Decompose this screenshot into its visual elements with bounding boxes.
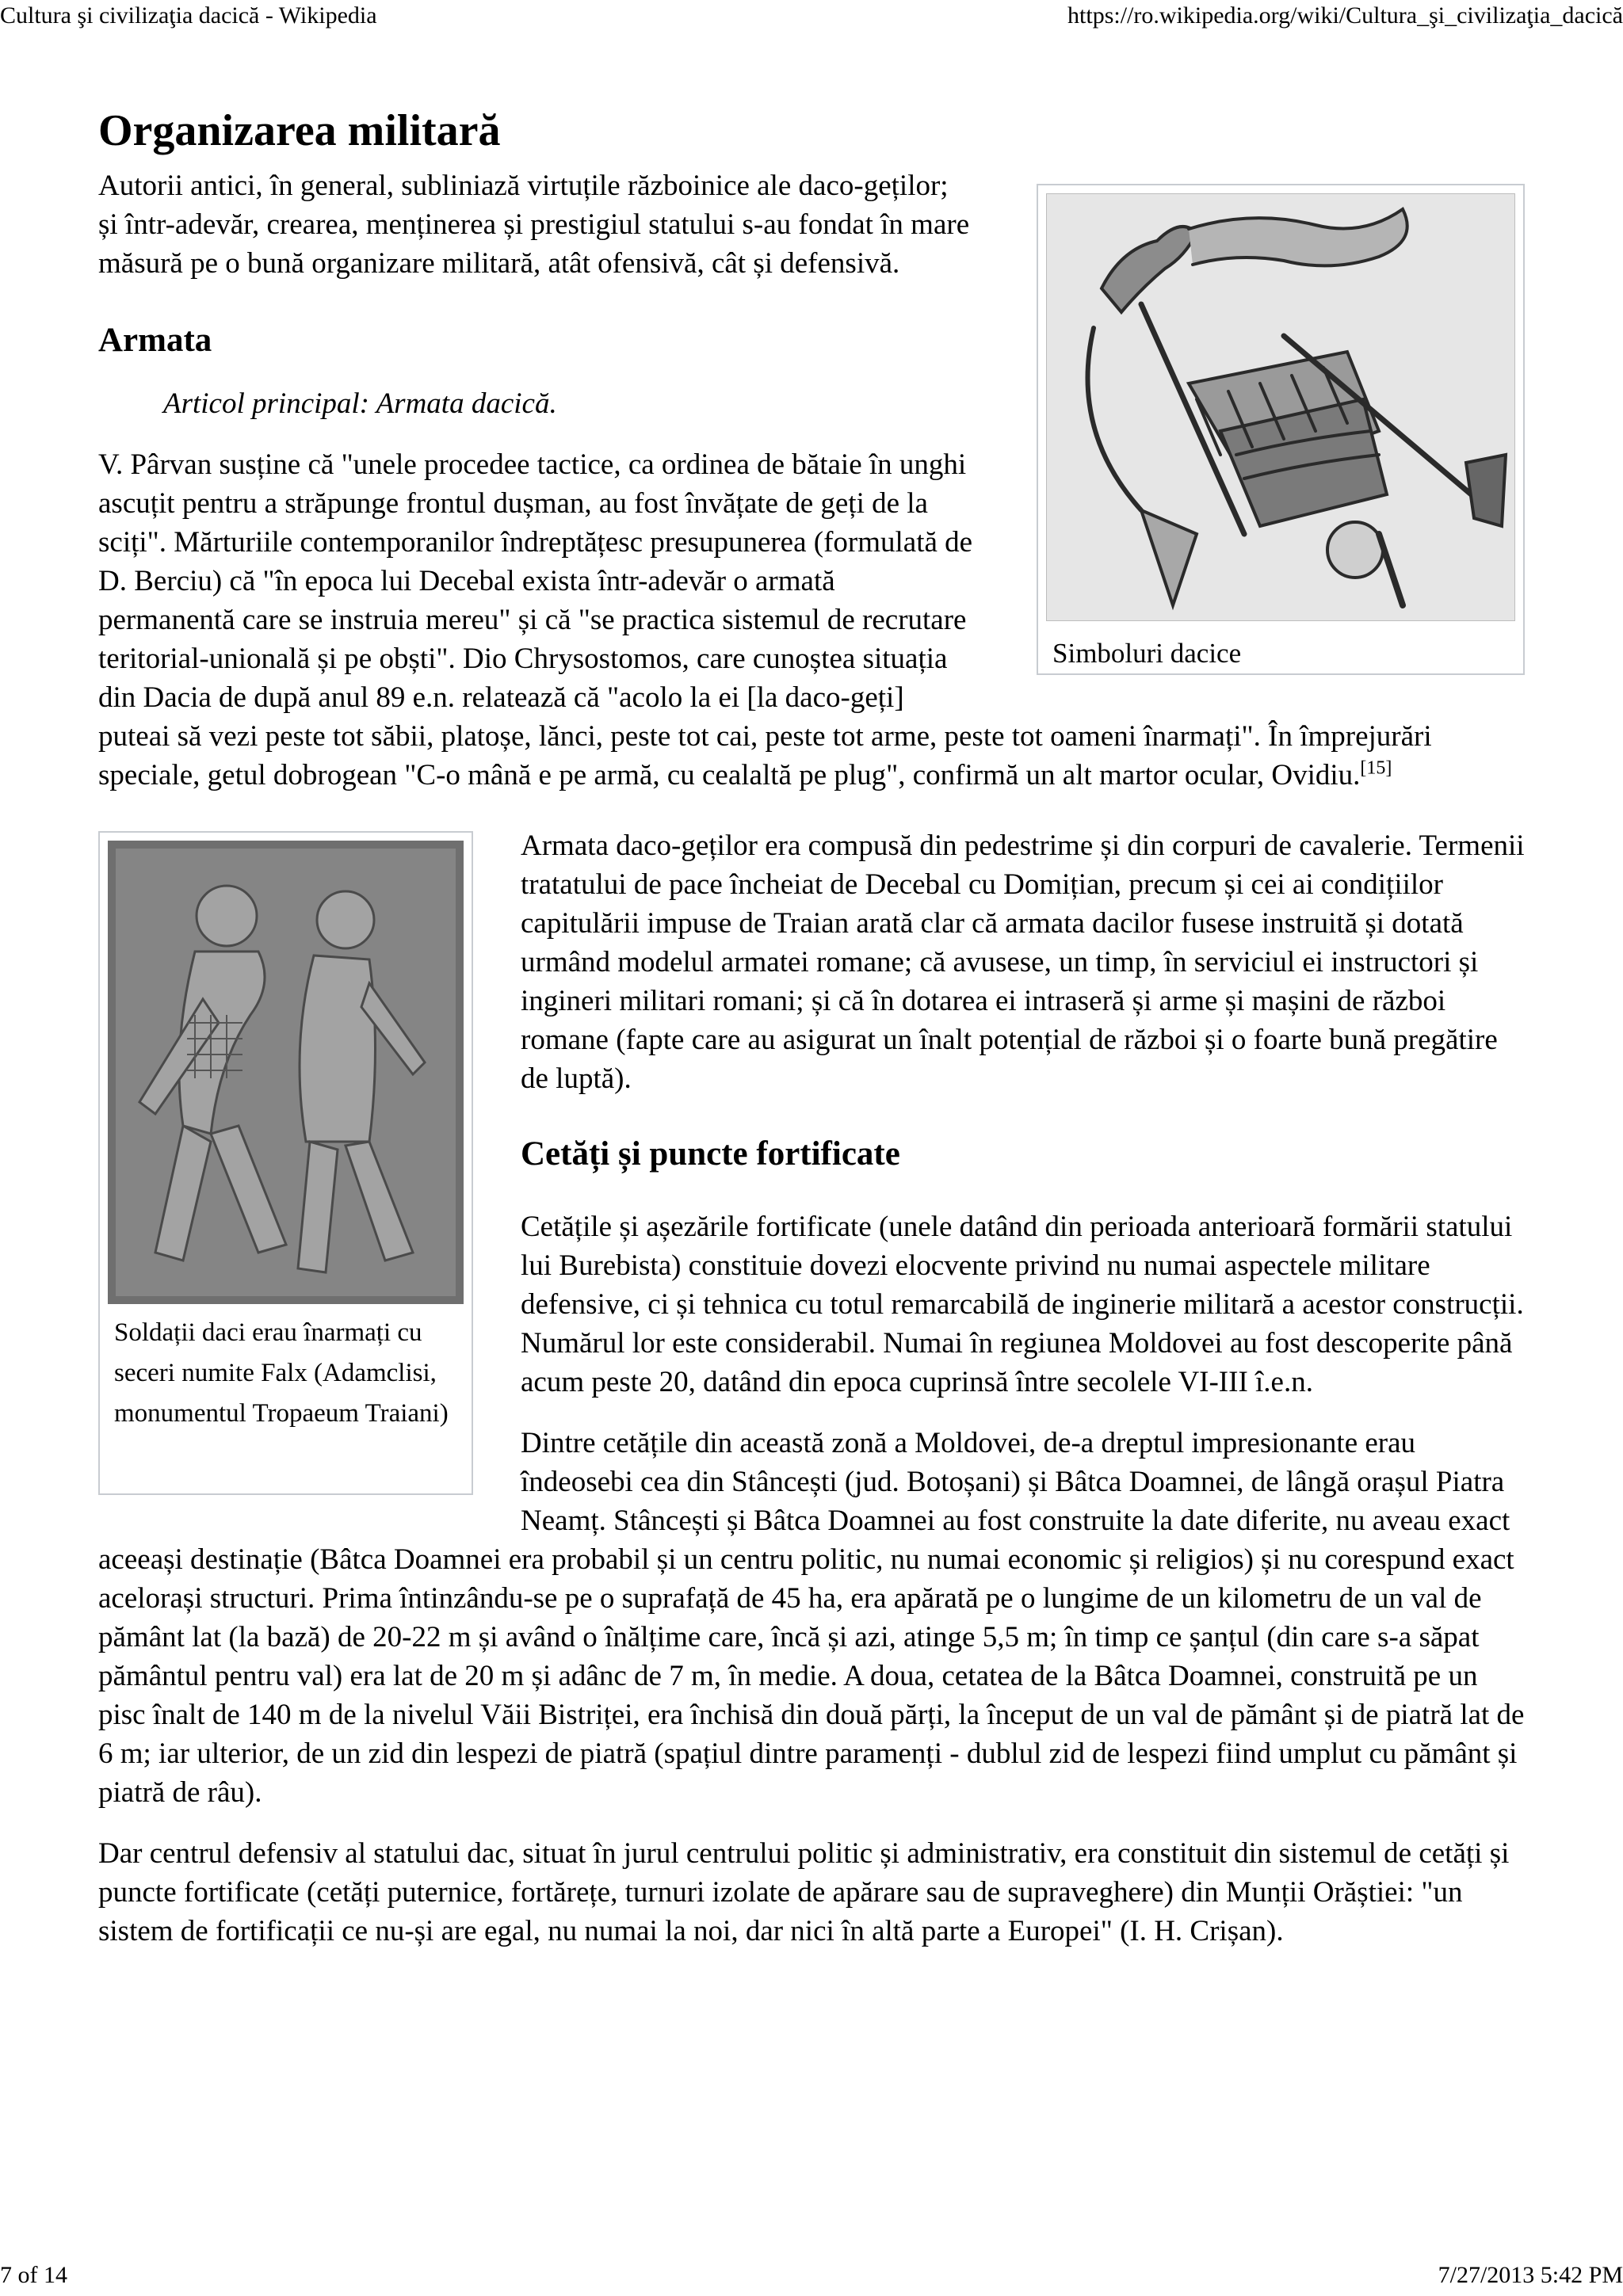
adamclisi-relief-photo[interactable] (108, 841, 464, 1304)
print-header-title: Cultura şi civilizaţia dacică - Wikipedia (0, 2, 377, 29)
article-content (98, 95, 1525, 1951)
cetati-paragraph-1: Cetățile și așezările fortificate (unele datând din perioada anterioară formării statului lui Burebista) constituie dovezi elocvente privind nu numai aspectele militare defensive, ci și tehnica cu totul remarcabilă de inginerie militară a acestor construcții. Numărul lor este considerabil. Numai în regiunea Moldovei au fost descoperite până acum peste 20, datând din epoca cuprinsă între secolele VI-III î.e.n. (521, 1211, 1524, 1398)
subsection-title-cetati: Cetăți și puncte fortificate (521, 1135, 900, 1173)
armata-paragraph-1-text: V. Pârvan susține că "unele procedee tactice, ca ordinea de bătaie în unghi ascuțit pentru a străpunge frontul dușman, au fost învățate de geți de la sciți". Mărturiile contemporanilor îndreptățesc presupunerea (formulată de D. Berciu) că "în epoca lui Decebal exista într-adevăr o armată permanentă care se instruia mereu" și că "se practica sistemul de recrutare teritorial-unională și pe obști". Dio Chrysostomos, care cunoștea situația din Dacia de după anul 89 e.n. relatează că "acolo la ei [la daco-geți] puteai să vezi peste tot săbii, platoșe, lănci, peste tot cai, peste tot arme, peste tot oameni înarmați". În împrejurări speciale, getul dobrogean "C-o mână e pe armă, cu cealaltă pe plug", confirmă un alt martor ocular, Ovidiu. (98, 448, 1432, 791)
print-header-url: https://ro.wikipedia.org/wiki/Cultura_şi_civilizaţia_dacică (1067, 2, 1623, 29)
hatnote-text[interactable]: Articol principal: Armata dacică. (163, 387, 557, 420)
print-footer-date: 7/27/2013 5:42 PM (1438, 2262, 1623, 2288)
figure-caption: Soldații daci erau înarmați cu seceri numite Falx (Adamclisi, monumentul Tropaeum Traiani) (114, 1318, 449, 1428)
section-title: Organizarea militară (98, 106, 501, 155)
cetati-paragraph-3: Dar centrul defensiv al statului dac, situat în jurul centrului politic și administrativ, era constituit din sistemul de cetăți și puncte fortificate (cetăți puternice, fortărețe, turnuri izolate de apărare sau de supraveghere) din Munții Orăștiei: "un sistem de fortificații ce nu-și are egal, nu numai la noi, dar nici în altă parte a Europei" (I. H. Crișan). (98, 1837, 1510, 1947)
subsection-title-armata: Armata (98, 322, 212, 359)
reference-link[interactable]: [15] (1360, 757, 1392, 779)
print-footer-page: 7 of 14 (0, 2262, 67, 2288)
figure-caption: Simboluri dacice (1052, 638, 1242, 669)
dacian-symbols-engraving[interactable] (1046, 193, 1515, 621)
armata-paragraph-2: Armata daco-geților era compusă din pedestrime și din corpuri de cavalerie. Termenii tratatului de pace încheiat de Decebal cu Domițian, precum și cei ai condițiilor capitulării impuse de Traian arată clar că armata dacilor fusese instruită și dotată urmând modelul armatei romane; că avusese, un timp, în serviciul ei instructori și ingineri militari romani; și că în dotarea ei intraseră și arme și mașini de război romane (fapte care au asigurat un înalt potențial de război și o foarte bună pregătire de luptă). (521, 830, 1525, 1095)
cetati-paragraph-2: Dintre cetățile din această zonă a Moldovei, de-a dreptul impresionante erau îndeosebi cea din Stâncești (jud. Botoșani) și Bâtca Doamnei, de lângă orașul Piatra Neamț. Stâncești și Bâtca Doamnei au fost construite la date diferite, nu aveau exact aceeași destinație (Bâtca Doamnei era probabil și un centru politic, nu numai economic și religios) și nu corespund exact acelorași structuri. Prima întinzându-se pe o suprafață de 45 ha, era apărată pe o lungime de un kilometru de un val de pământ lat (la bază) de 20-22 m și având o înălțime care, încă și azi, atinge 5,5 m; în timp ce șanțul (din care s-a săpat pământul pentru val) era lat de 20 m și adânc de 7 m, în medie. A doua, cetatea de la Bâtca Doamnei, construită pe un pisc înalt de 140 m de la nivelul Văii Bistriței, era închisă din două părți, la început de un val de pământ și de piatră lat de 6 m; iar ulterior, de un zid din lespezi de piatră (spațiul dintre paramenți - dublul zid de lespezi fiind umplut cu pământ și piatră de râu). (98, 1427, 1525, 1809)
figure-dacian-soldiers[interactable] (98, 831, 473, 1495)
figure-dacian-symbols[interactable] (1037, 184, 1525, 675)
intro-paragraph: Autorii antici, în general, subliniază virtuțile războinice ale daco-geților; și într-adevăr, crearea, menținerea și prestigiul statului s-au fondat în mare măsură pe o bună organizare militară, atât ofensivă, cât și defensivă. (98, 170, 970, 280)
